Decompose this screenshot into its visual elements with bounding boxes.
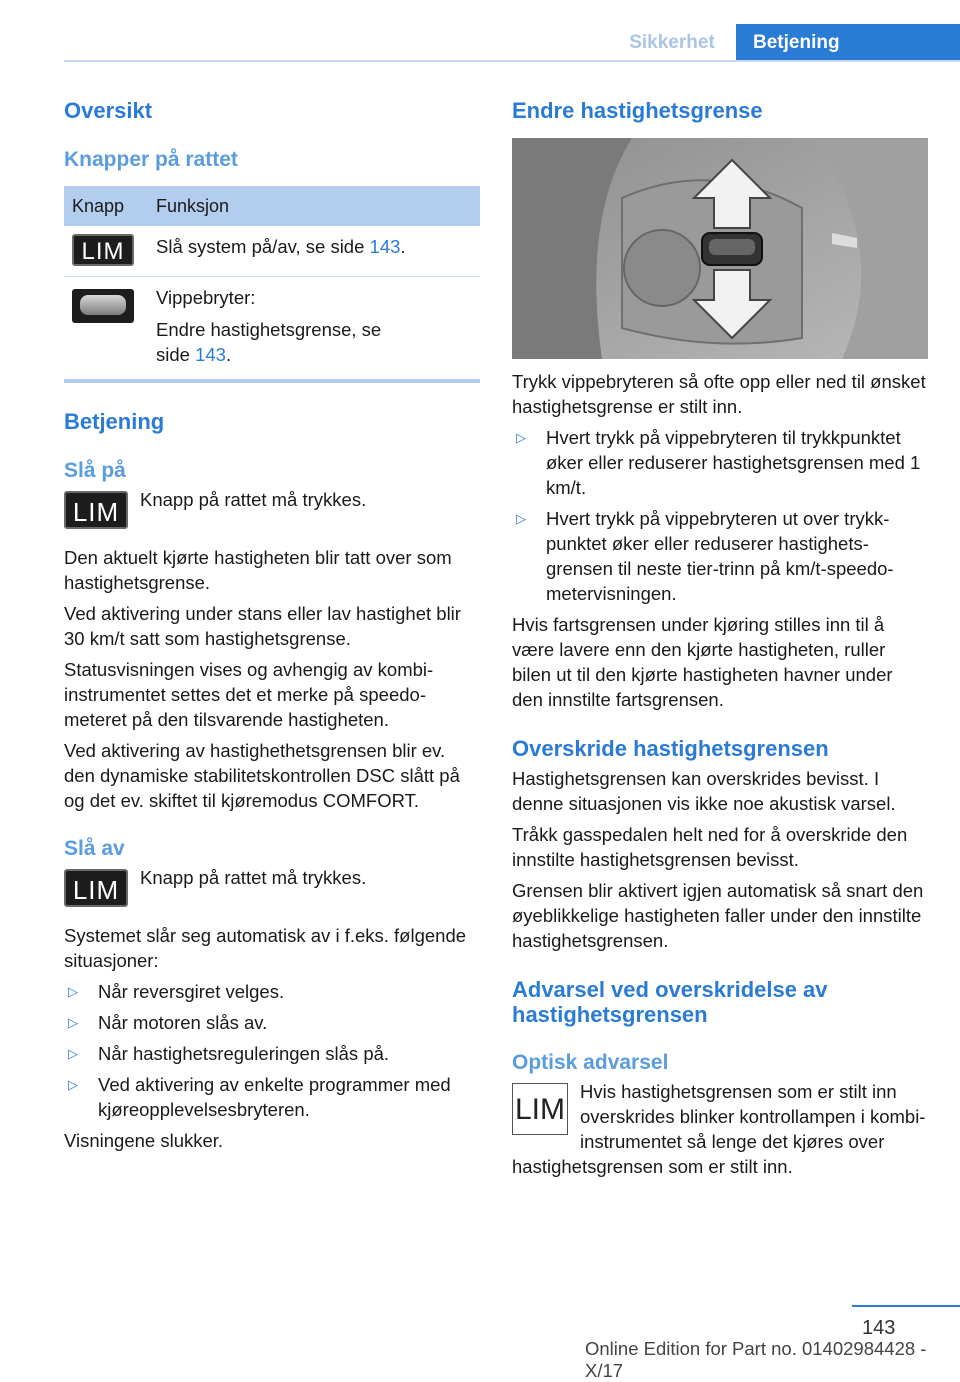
heading-advarsel: Advarsel ved overskridelse av hastighetsgrensen [512, 977, 828, 1027]
sla-pa-text: Knapp på rattet må trykkes. [140, 489, 367, 510]
paragraph: Tråkk gasspedalen helt ned for å overskride den innstilte hastighetsgrensen bevisst. [512, 824, 908, 870]
lim-indicator-icon: LIM [512, 1083, 568, 1135]
header-divider [64, 60, 960, 62]
heading-betjening: Betjening [64, 409, 165, 434]
bullet-list [512, 425, 928, 606]
page-link[interactable]: 143 [195, 344, 226, 365]
list-item: ▷ Når hastighetsreguleringen slås på. [64, 1041, 480, 1066]
list-item: ▷ Hvert trykk på vippebryteren til trykkpunktet øker eller reduserer hastighetsgrensen med 1 km/t. [512, 425, 928, 500]
paragraph: Systemet slår seg automatisk av i f.eks. følgende situasjoner: [64, 925, 467, 971]
cell-text-end: . [225, 344, 232, 365]
bullet-list [64, 979, 480, 1122]
page-link[interactable]: 143 [369, 236, 401, 257]
left-column [64, 98, 480, 1153]
heading-sla-pa: Slå på [64, 459, 126, 482]
heading-endre: Endre hastighetsgrense [512, 98, 763, 123]
paragraph: Den aktuelt kjørte hastigheten blir tatt over som hastighetsgrense. [64, 547, 452, 593]
table-cell [156, 226, 480, 277]
list-item: ▷ Når reversgiret velges. [64, 979, 480, 1004]
paragraph: Hastighetsgrensen kan overskrides bevisst. I denne situasjonen vis ikke noe akustisk varsel. [512, 768, 896, 814]
list-item: ▷ Hvert trykk på vippebryteren ut over trykkpunktet øker eller reduserer hastighetsgrensen til neste tier-trinn på km/t-speedometervisningen. [512, 506, 928, 606]
heading-overskride: Overskride hastighetsgrensen [512, 736, 829, 761]
list-item: ▷ Når motoren slås av. [64, 1010, 480, 1035]
cell-text-end: . [400, 236, 406, 257]
paragraph: Visningene slukker. [64, 1130, 224, 1151]
cell-text: Slå system på/av, se side [156, 236, 370, 257]
heading-sla-av: Slå av [64, 837, 125, 860]
right-column [512, 98, 928, 1179]
cell-text: Endre hastighetsgrense, se side [156, 319, 382, 365]
lim-button-icon: LIM [72, 234, 134, 266]
rocker-switch-icon [72, 289, 134, 323]
tab-sikkerhet[interactable]: Sikkerhet [629, 32, 715, 53]
button-table [64, 186, 480, 383]
paragraph: Ved aktivering av hastighethetsgrensen blir ev. den dynamiske stabilitetskontrollen DSC slått på og det ev. skiftet til kjøremodus COMFORT. [64, 740, 460, 811]
paragraph: Statusvisningen vises og avhengig av kombiinstrumentet settes det et merke på speedometeret på den tilsvarende hastigheten. [64, 659, 434, 730]
paragraph: Hvis hastighetsgrensen som er stilt inn overskrides blinker kontrollampen i kombi-instrumentet så lenge det kjøres over hastighetsgrensen som er stilt inn. [512, 1081, 926, 1177]
table-header-knapp: Knapp [64, 186, 156, 226]
footer-divider [852, 1305, 960, 1307]
heading-optisk: Optisk advarsel [512, 1051, 669, 1074]
lim-button-icon: LIM [64, 869, 128, 907]
table-cell [156, 277, 480, 382]
table-row [64, 277, 480, 382]
paragraph: Grensen blir aktivert igjen automatisk så snart den øyeblikkelige hastigheten faller under den innstilte hastighetsgrensen. [512, 880, 924, 951]
tab-betjening[interactable]: Betjening [736, 24, 960, 62]
lim-button-icon: LIM [64, 491, 128, 529]
list-item: ▷ Ved aktivering av enkelte programmer med kjøreopplevelsesbryteren. [64, 1072, 480, 1122]
sla-av-text: Knapp på rattet må trykkes. [140, 867, 367, 888]
steering-wheel-rocker-illustration [512, 138, 928, 359]
paragraph: Hvis fartsgrensen under kjøring stilles inn til å være lavere enn den kjørte hastigheten, ruller bilen ut til den kjørte hastigheten havner under den innstilte fartsgrensen. [512, 614, 893, 710]
table-header-funksjon: Funksjon [156, 186, 480, 226]
page-number: 143 [862, 1317, 896, 1339]
table-row [64, 226, 480, 277]
heading-oversikt: Oversikt [64, 98, 153, 123]
heading-knapper: Knapper på rattet [64, 148, 238, 171]
paragraph: Trykk vippebryteren så ofte opp eller ned til ønsket hastighetsgrense er stilt inn. [512, 371, 926, 417]
paragraph: Ved aktivering under stans eller lav hastighet blir 30 km/t satt som hastighetsgrense. [64, 603, 461, 649]
edition-text: Online Edition for Part no. 01402984428 - X/17 [585, 1338, 927, 1381]
cell-title: Vippebryter: [156, 287, 256, 308]
